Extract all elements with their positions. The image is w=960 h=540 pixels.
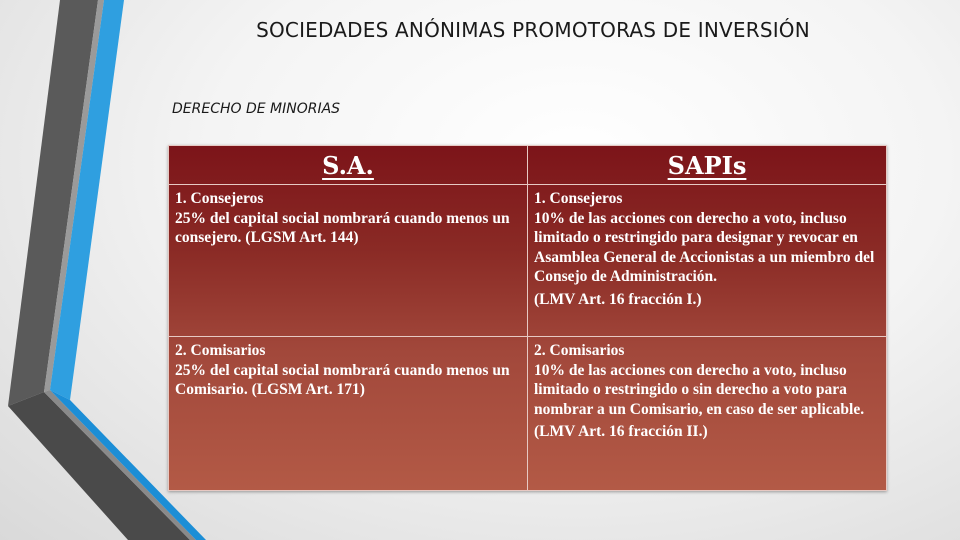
table-row	[169, 185, 887, 337]
comparison-table	[168, 145, 887, 491]
header-sa: S.A.	[169, 146, 528, 185]
cell-sapi-comisarios	[528, 337, 887, 491]
cell-sa-comisarios	[169, 337, 528, 491]
cell-heading: 2. Comisarios	[534, 342, 625, 359]
slide-title: SOCIEDADES ANÓNIMAS PROMOTORAS DE INVERSIÓN	[256, 18, 810, 42]
header-sapis: SAPIs	[528, 146, 887, 185]
cell-text: 25% del capital social nombrará cuando menos un consejero. (LGSM Art. 144)	[175, 209, 510, 246]
table-header-row	[169, 146, 887, 185]
cell-heading: 1. Consejeros	[175, 190, 264, 207]
cell-reference: (LMV Art. 16 fracción II.)	[534, 423, 708, 440]
cell-heading: 2. Comisarios	[175, 342, 266, 359]
cell-heading: 1. Consejeros	[534, 190, 623, 207]
cell-sa-consejeros	[169, 185, 528, 337]
cell-reference: (LMV Art. 16 fracción I.)	[534, 290, 702, 308]
slide-subtitle: DERECHO DE MINORIAS	[172, 101, 341, 117]
cell-sapi-consejeros	[528, 185, 887, 337]
cell-text: 10% de las acciones con derecho a voto, incluso limitado o restringido para designar y revocar en Asamblea General de Accionistas a un miembro del Consejo de Administración.	[534, 209, 875, 285]
table-row	[169, 337, 887, 491]
cell-text: 25% del capital social nombrará cuando menos un Comisario. (LGSM Art. 171)	[175, 361, 510, 398]
cell-text: 10% de las acciones con derecho a voto, incluso limitado o restringido o sin derecho a voto para nombrar a un Comisario, en caso de ser aplicable.	[534, 361, 865, 418]
